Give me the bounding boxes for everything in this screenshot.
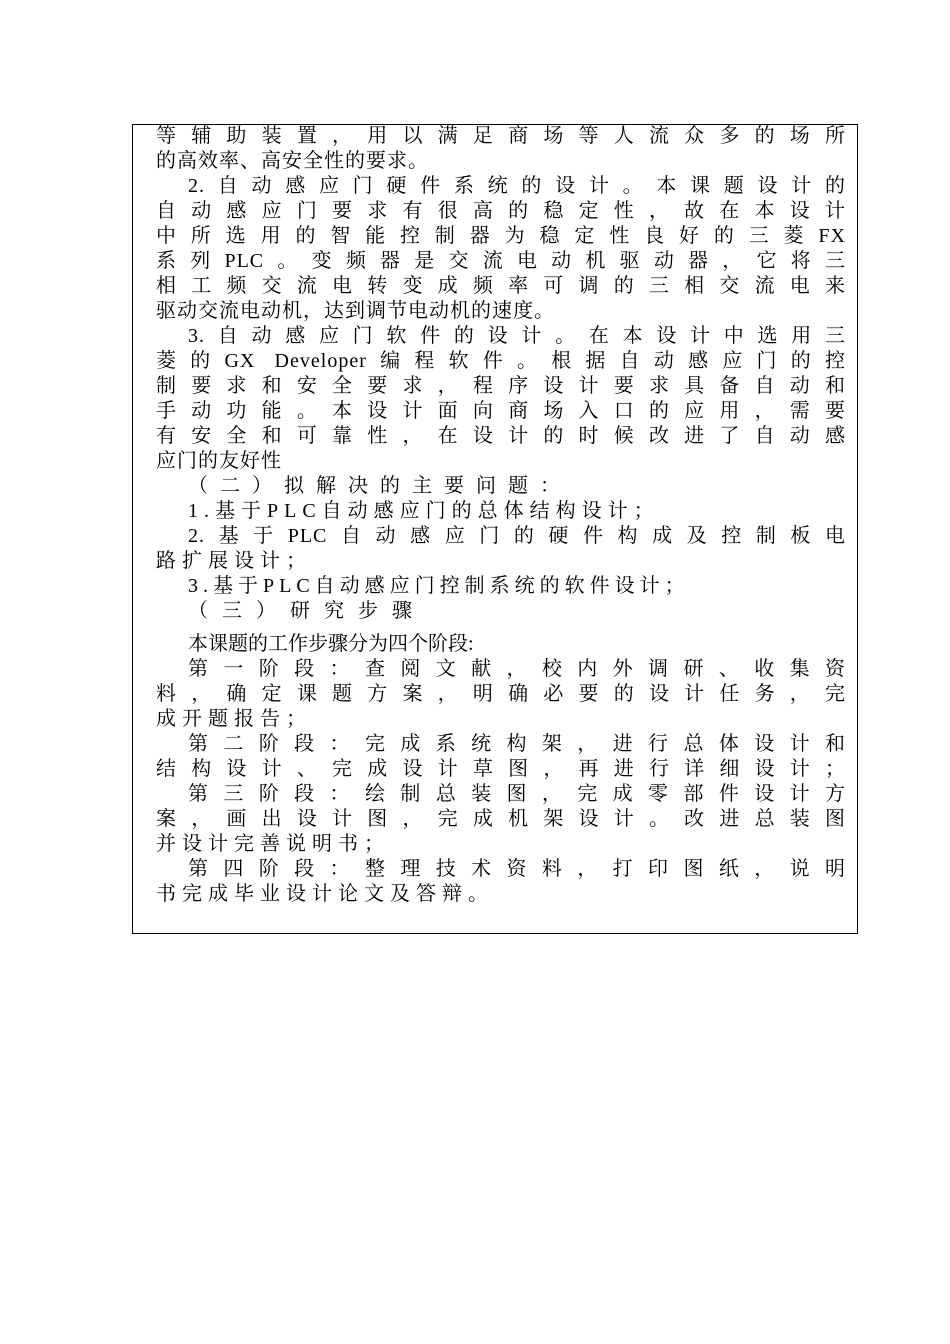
text-line: 第四阶段：整理技术资料，打印图纸，说明 — [188, 858, 846, 880]
section-heading: （二）拟解决的主要问题： — [188, 475, 572, 497]
paragraph-intro: 本课题的工作步骤分为四个阶段: — [188, 633, 474, 655]
section-heading: （三）研究步骤 — [188, 600, 426, 622]
text-line: 路扩展设计； — [156, 550, 312, 572]
list-item: 2.基于PLC自动感应门的硬件构成及控制板电 — [188, 525, 846, 547]
text-line: 第二阶段：完成系统构架，进行总体设计和 — [188, 733, 846, 755]
text-line: 第一阶段：查阅文献，校内外调研、收集资 — [188, 658, 846, 680]
text-line: 系列PLC。变频器是交流电动机驱动器，它将三 — [156, 250, 846, 272]
text-line: 案，画出设计图，完成机架设计。改进总装图 — [156, 808, 846, 830]
text-line: 有安全和可靠性，在设计的时候改进了自动感 — [156, 425, 846, 447]
text-line: 成开题报告； — [156, 708, 312, 730]
text-line: 等辅助装置，用以满足商场等人流众多的场所 — [156, 125, 846, 147]
text-line: 菱的GX Developer编程软件。根据自动感应门的控 — [156, 350, 846, 372]
text-line: 驱动交流电动机，达到调节电动机的速度。 — [156, 300, 555, 322]
text-line: 第三阶段：绘制总装图，完成零部件设计方 — [188, 783, 846, 805]
text-line: 中所选用的智能控制器为稳定性良好的三菱FX — [156, 225, 846, 247]
text-line: 应门的友好性 — [156, 450, 282, 472]
list-item: 1.基于PLC自动感应门的总体结构设计； — [188, 500, 660, 522]
text-line: 手动功能。本设计面向商场入口的应用，需要 — [156, 400, 846, 422]
list-item: 3.基于PLC自动感应门控制系统的软件设计； — [188, 575, 690, 597]
text-line: 的高效率、高安全性的要求。 — [156, 150, 429, 172]
text-line: 2.自动感应门硬件系统的设计。本课题设计的 — [188, 175, 846, 197]
text-line: 相工频交流电转变成频率可调的三相交流电来 — [156, 275, 846, 297]
spacer — [156, 624, 846, 632]
text-line: 结构设计、完成设计草图，再进行详细设计； — [156, 758, 846, 780]
text-line: 3.自动感应门软件的设计。在本设计中选用三 — [188, 325, 846, 347]
text-line: 并设计完善说明书； — [156, 833, 390, 855]
text-line: 书完成毕业设计论文及答辩。 — [156, 883, 494, 905]
text-line: 制要求和安全要求，程序设计要求具备自动和 — [156, 375, 846, 397]
text-line: 自动感应门要求有很高的稳定性，故在本设计 — [156, 200, 846, 222]
text-line: 料，确定课题方案，明确必要的设计任务，完 — [156, 683, 846, 705]
document-body — [156, 124, 846, 907]
